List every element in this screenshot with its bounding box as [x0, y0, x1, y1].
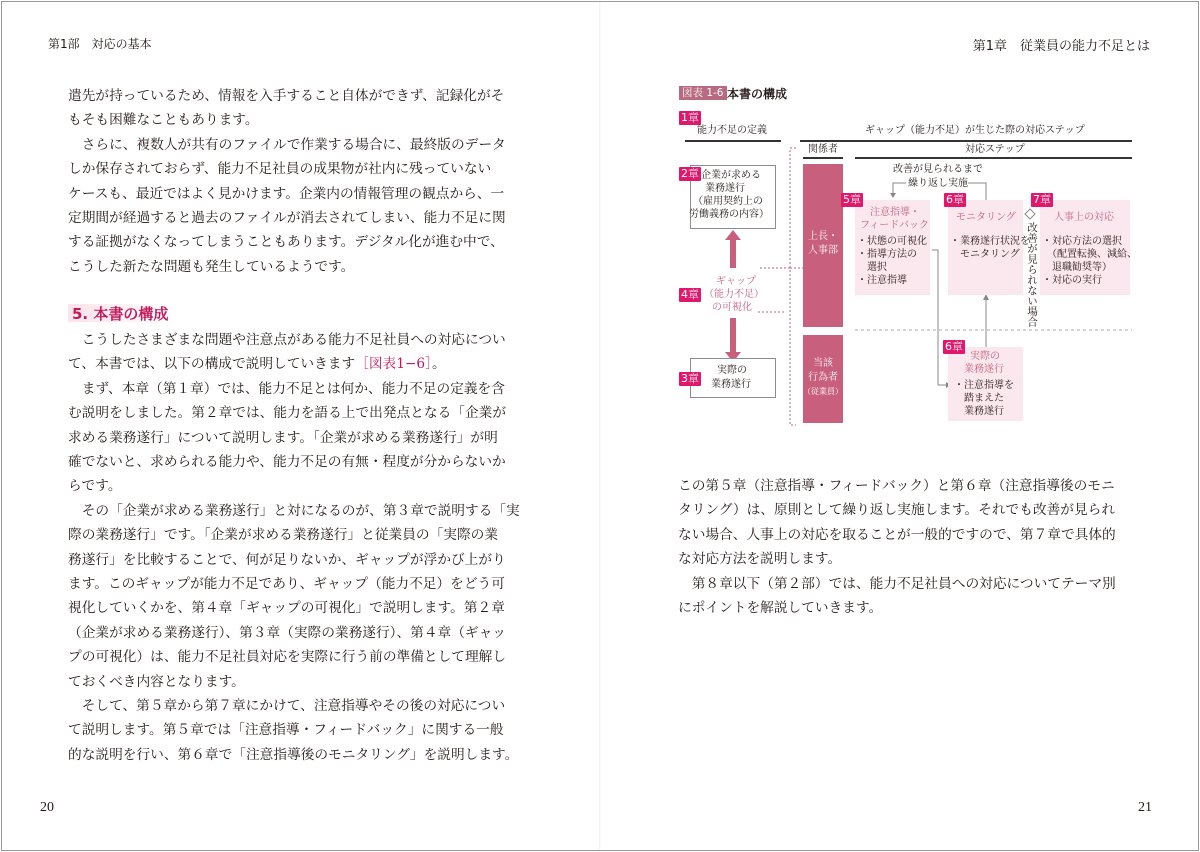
steps-label: 対応ステップ [965, 144, 1025, 155]
text: 企業が求める [701, 170, 761, 181]
text: 選択 [857, 262, 887, 273]
repeat-label: 改善が見られるまで [893, 164, 983, 175]
text: 踏まえた [954, 393, 1004, 404]
body-line: （企業が求める業務遂行）、第３章（実際の業務遂行）、第４章（ギャッ [68, 624, 506, 641]
text: フィードバック [860, 220, 929, 231]
text: （配置転換、減給、 [1042, 249, 1137, 260]
text: 実際の [970, 351, 1000, 362]
definition-label: 能力不足の定義 [697, 125, 767, 136]
body-line: まず、本章（第１章）では、能力不足とは何か、能力不足の定義を含 [68, 380, 505, 397]
party-actor-bar [803, 335, 843, 423]
body-line: 際の業務遂行」です。「企業が求める業務遂行」と従業員の「実際の業 [68, 527, 499, 544]
text: て、本書では、以下の構成で説明していきます [68, 356, 356, 373]
text: 労働義務の内容） [689, 209, 769, 220]
text: 業務遂行 [954, 406, 1004, 417]
text: ・対応の実行 [1042, 275, 1102, 286]
body-line: らです。 [68, 478, 122, 495]
text: ・業務遂行状況を [950, 236, 1030, 247]
text: 退職勧奨等） [1042, 262, 1112, 273]
left-running-header: 第1部 対応の基本 [48, 37, 152, 51]
text: （能力不足） [704, 289, 764, 300]
right-page-number: 21 [1138, 800, 1152, 815]
text: 業務遂行 [964, 364, 1004, 375]
body-line: この第５章（注意指導・フィードバック）と第６章（注意指導後のモニ [678, 478, 1115, 494]
body-line: ケースも、最近ではよく見かけます。企業内の情報管理の観点から、一 [68, 185, 505, 202]
text: （従業員） [803, 387, 843, 396]
chapter-badge: 2章 [681, 167, 699, 180]
text: ・状態の可視化 [857, 236, 927, 247]
body-line: にポイントを解説していきます。 [678, 600, 883, 616]
text: ・指導方法の [857, 249, 917, 260]
chapter-badge: 5章 [843, 193, 861, 206]
no-improvement-label: 改善が見られない場合 [1026, 222, 1038, 327]
text: 注意指導・ [870, 207, 920, 218]
ch6-box [948, 200, 1030, 295]
body-line: ない場合、人事上の対応を取ることが一般的ですので、第７章で具体的 [678, 526, 1116, 543]
body-line: ておくべき内容となります。 [68, 673, 245, 690]
parties-label: 関係者 [808, 144, 838, 155]
body-line: する証拠がなくなってしまうこともあります。デジタル化が進む中で、 [68, 234, 504, 251]
chapter-badge: 6章 [946, 193, 964, 206]
text: 当該 [813, 358, 833, 369]
text: ギャップ [716, 276, 756, 287]
ch3-box [690, 358, 776, 398]
left-page-number: 20 [40, 800, 54, 815]
body-line: む説明をしました。第２章では、能力を語る上で出発点となる「企業が [68, 405, 507, 422]
figure-reference-link[interactable]: ［図表1−6］ [355, 356, 432, 373]
text: 行為者 [808, 372, 838, 383]
ch2-box [690, 165, 776, 229]
ch6-actual-box [948, 347, 1023, 421]
text: 上長・ [808, 231, 838, 242]
body-line: 的な説明を行い、第６章で「注意指導後のモニタリング」を説明します。 [68, 746, 519, 763]
body-line: そして、第５章から第７章にかけて、注意指導やその後の対応につい [68, 698, 506, 714]
text: 人事上の対応 [1054, 212, 1114, 223]
body-line: タリング）は、原則として繰り返し実施します。それでも改善が見られ [678, 502, 1116, 519]
text: 人事部 [808, 245, 838, 256]
body-line: 遣先が持っているため、情報を入手すること自体ができず、記録化がそ [68, 88, 505, 104]
body-line: こうしたさまざまな問題や注意点がある能力不足社員への対応につい [68, 332, 506, 348]
body-line: 視化していくかを、第４章「ギャップの可視化」で説明します。第２章 [68, 600, 505, 617]
body-line: もそも困難なこともあります。 [68, 112, 259, 129]
body-line: 務遂行」を比較することで、何が足りないか、ギャップが浮かび上がり [68, 551, 506, 568]
chapter-badge: 4章 [681, 288, 699, 301]
text: （雇用契約上の [693, 196, 763, 207]
text: 業務遂行 [711, 379, 751, 390]
body-line [68, 352, 446, 372]
text: ・対応方法の選択 [1042, 236, 1122, 247]
text: モニタリング [956, 212, 1016, 223]
text: 業務遂行 [705, 183, 745, 194]
gap-steps-label: ギャップ（能力不足）が生じた際の対応ステップ [865, 125, 1085, 136]
ch7-box [1040, 200, 1137, 295]
chapter-badge: 7章 [1033, 193, 1051, 206]
body-line: な対応方法を説明します。 [678, 551, 842, 568]
chapter-badge: 3章 [681, 372, 699, 385]
body-line: その「企業が求める業務遂行」と対になるのが、第３章で説明する「実 [68, 502, 520, 519]
text: の可視化 [712, 302, 752, 313]
chapter-badge: 1章 [681, 111, 699, 124]
body-line: プの可視化）は、能力不足社員対応を実際に行う前の準備として理解し [68, 649, 507, 666]
text: ・注意指導を [954, 380, 1014, 391]
section-heading: 5. 本書の構成 [72, 305, 169, 323]
body-line: 確でないと、求められる能力や、能力不足の有無・程度が分からないか [68, 454, 506, 470]
text: モニタリング [950, 249, 1020, 260]
body-line: 定期間が経過すると過去のファイルが消去されてしまい、能力不足に関 [68, 210, 506, 226]
party-boss-bar [803, 164, 843, 327]
body-line: 求める業務遂行」について説明します。「企業が求める業務遂行」が明 [68, 429, 498, 446]
text: 実際の [717, 365, 747, 376]
chapter-badge: 6章 [945, 340, 963, 353]
body-line: ます。このギャップが能力不足であり、ギャップ（能力不足）をどう可 [68, 576, 505, 592]
repeat-label: 繰り返し実施 [908, 178, 968, 189]
figure-label: 図表 1-6 [679, 86, 727, 100]
ch5-box [855, 200, 930, 295]
body-line: さらに、複数人が共有のファイルで作業する場合に、最終版のデータ [68, 136, 506, 153]
spine [599, 2, 601, 850]
body-line: て説明します。第５章では「注意指導・フィードバック」に関する一般 [68, 722, 504, 739]
right-running-header: 第1章 従業員の能力不足とは [972, 39, 1150, 54]
text: ・注意指導 [857, 275, 907, 286]
body-line: 第８章以下（第２部）では、能力不足社員への対応についてテーマ別 [678, 575, 1116, 592]
body-line: こうした新たな問題も発生しているようです。 [68, 258, 355, 275]
body-line: しか保存されておらず、能力不足社員の成果物が社内に残っていない [68, 161, 492, 178]
figure-title: 本書の構成 [727, 87, 788, 101]
text: 。 [431, 356, 446, 373]
